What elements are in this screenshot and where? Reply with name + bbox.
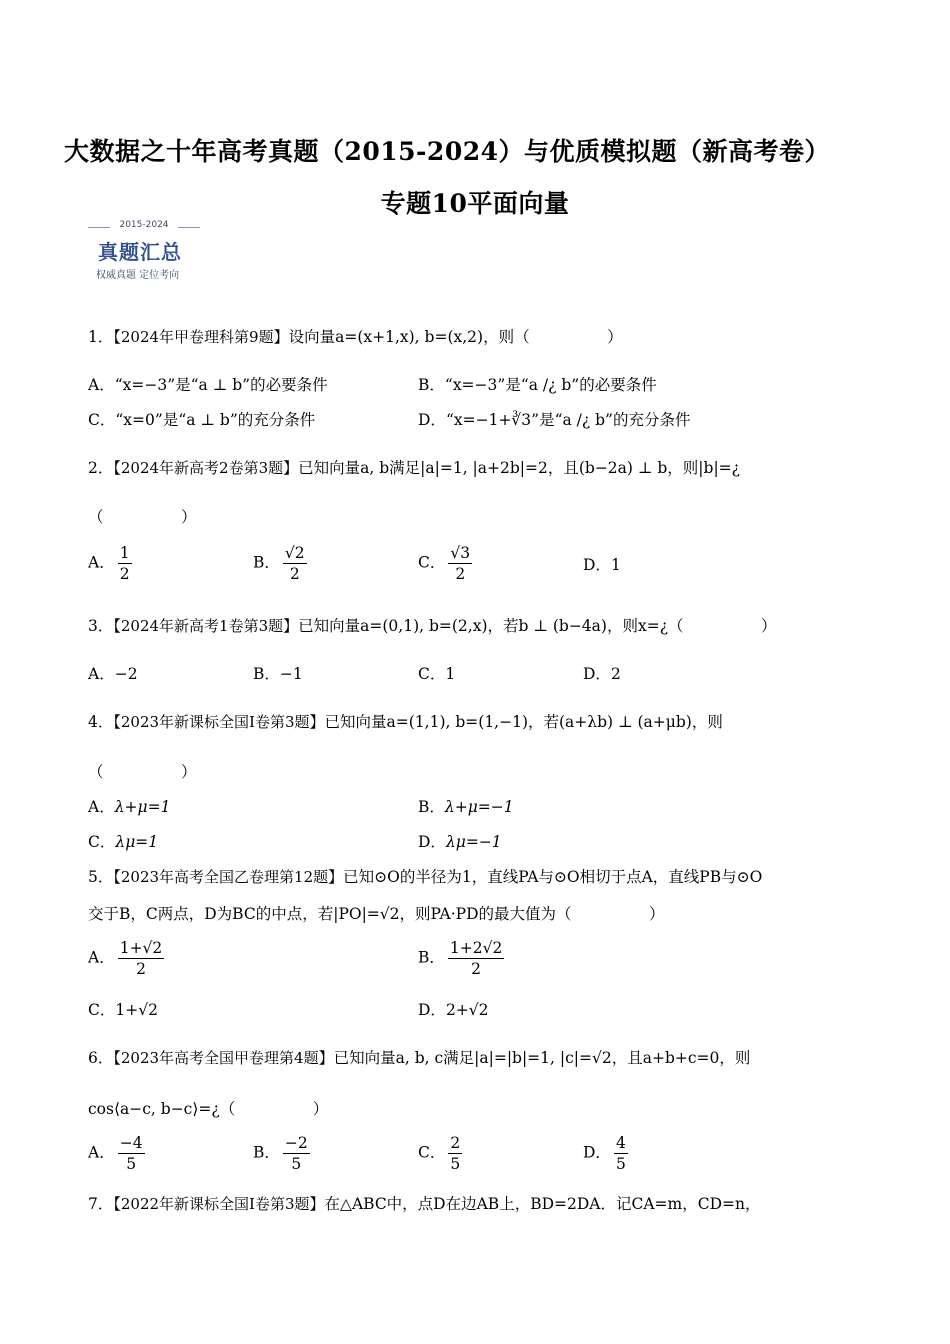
badge-tagline: 权威真题 定位考向	[96, 270, 180, 281]
option-a: A． $\frac{-4}{5}$	[88, 1134, 143, 1173]
question-number: 2．	[88, 459, 114, 477]
document-title: 大数据之十年高考真题（2015-2024）与优质模拟题（新高考卷）	[63, 137, 831, 166]
question-number: 3．	[88, 617, 114, 635]
question-7	[88, 1192, 760, 1214]
badge-years: 2015-2024	[119, 220, 169, 230]
question-number: 6．	[88, 1049, 114, 1067]
question-number: 4．	[88, 713, 114, 731]
option-b: B．“x=−3”是“a /¿ b”的必要条件	[418, 376, 657, 394]
option-d: D．“x=−1+∛3”是“a /¿ b”的充分条件	[418, 411, 691, 429]
option-a: A．“x=−3”是“a ⊥ b”的必要条件	[88, 376, 328, 394]
question-source: 【2023年高考全国乙卷理第12题】	[113, 868, 344, 886]
option-c: C．1	[418, 665, 456, 683]
question-stem: 设向量a=(x+1,x), b=(x,2)，则（ ）	[288, 328, 623, 346]
question-source: 【2024年新高考1卷第3题】	[113, 617, 299, 635]
question-6	[88, 1046, 750, 1068]
option-b: B．λ+μ=−1	[418, 798, 514, 816]
badge-rule-right	[178, 227, 200, 228]
option-d: D．2	[583, 665, 621, 683]
question-stem: 已知向量a=(1,1), b=(1,−1)，若(a+λb) ⊥ (a+μb)，则	[324, 713, 723, 731]
question-stem: 在△ABC中，点D在边AB上，BD=2DA．记CA=m，CD=n，	[324, 1195, 761, 1213]
question-source: 【2024年新高考2卷第3题】	[113, 459, 299, 477]
section-badge	[88, 220, 200, 282]
option-b: B． $\frac{√2}{2}$	[253, 544, 305, 583]
option-a: A． $\frac{1}{2}$	[88, 544, 130, 583]
question-stem: 已知向量a=(0,1), b=(2,x)，若b ⊥ (b−4a)，则x=¿（ ）	[298, 617, 777, 635]
question-stem: 已知向量a, b, c满足|a|=|b|=1, |c|=√2，且a+b+c=0，则	[333, 1049, 751, 1067]
option-c: C． $\frac{2}{5}$	[418, 1134, 461, 1173]
option-a: A．λ+μ=1	[88, 798, 171, 816]
question-source: 【2023年高考全国甲卷理第4题】	[113, 1049, 334, 1067]
question-2	[88, 456, 740, 478]
option-c: C．1+√2	[88, 1001, 158, 1019]
option-d: D． $\frac{4}{5}$	[583, 1134, 626, 1173]
option-b: B．−1	[253, 665, 303, 683]
answer-paren: （ ）	[88, 763, 197, 781]
question-source: 【2022年新课标全国Ⅰ卷第3题】	[113, 1195, 325, 1213]
question-1	[88, 325, 623, 347]
option-a: A． $\frac{1+√2}{2}$	[88, 939, 163, 978]
question-5	[88, 865, 762, 887]
option-a: A．−2	[88, 665, 138, 683]
option-d: D．λμ=−1	[418, 833, 502, 851]
question-6-line-2: cos⟨a−c, b−c⟩=¿（ ）	[88, 1100, 329, 1118]
question-source: 【2023年新课标全国Ⅰ卷第3题】	[113, 713, 325, 731]
question-4	[88, 710, 723, 732]
topic-title: 专题10平面向量	[380, 189, 570, 218]
option-d: D．1	[583, 556, 621, 574]
question-5-line-2: 交于B，C两点，D为BC的中点，若|PO|=√2，则PA·PD的最大值为（ ）	[88, 905, 665, 923]
question-source: 【2024年甲卷理科第9题】	[113, 328, 289, 346]
question-stem: 已知向量a, b满足|a|=1, |a+2b|=2，且(b−2a) ⊥ b，则|b|=¿	[298, 459, 740, 477]
option-b: B． $\frac{-2}{5}$	[253, 1134, 308, 1173]
badge-label: 真题汇总	[98, 240, 182, 264]
question-number: 7．	[88, 1195, 114, 1213]
question-number: 1．	[88, 328, 114, 346]
option-b: B． $\frac{1+2√2}{2}$	[418, 939, 503, 978]
question-number: 5．	[88, 868, 114, 886]
option-c: C．“x=0”是“a ⊥ b”的充分条件	[88, 411, 316, 429]
option-d: D．2+√2	[418, 1001, 489, 1019]
question-stem: 已知⊙O的半径为1，直线PA与⊙O相切于点A，直线PB与⊙O	[343, 868, 763, 886]
answer-paren: （ ）	[88, 508, 197, 526]
option-c: C．λμ=1	[88, 833, 159, 851]
question-3	[88, 614, 777, 636]
option-c: C． $\frac{√3}{2}$	[418, 544, 471, 583]
